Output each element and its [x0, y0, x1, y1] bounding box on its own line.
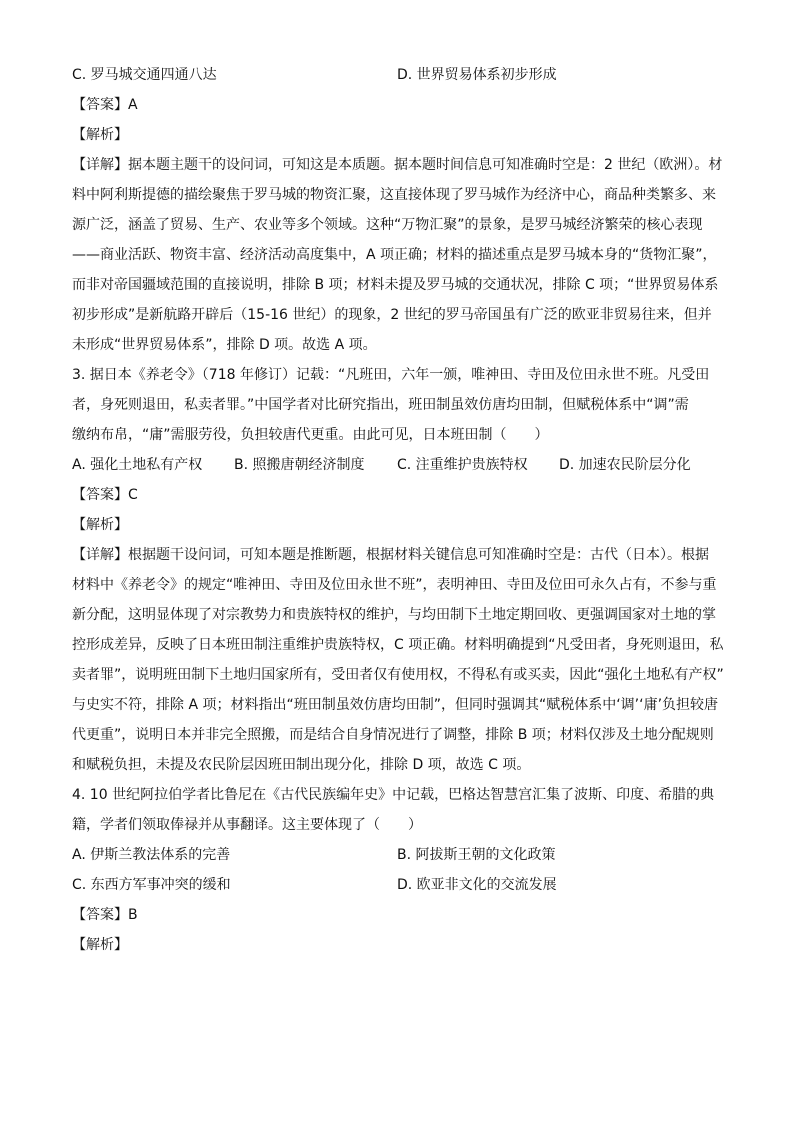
q3-stem-line: 缴纳布帛，“庸”需服劳役，负担较唐代更重。由此可见，日本班田制（ ） — [72, 427, 549, 443]
q3-option-d: D. 加速农民阶层分化 — [559, 457, 691, 473]
q2-option-d: D. 世界贸易体系初步形成 — [397, 67, 557, 83]
q2-option-c: C. 罗马城交通四通八达 — [72, 67, 217, 83]
q3-analysis-heading: 【解析】 — [72, 517, 128, 533]
q4-analysis-heading: 【解析】 — [72, 937, 128, 953]
q3-stem-line: 3. 据日本《养老令》（718 年修订）记载：“凡班田，六年一颁，唯神田、寺田及位田永世不班。凡受田 — [72, 367, 710, 383]
q3-detail-line: 新分配，这明显体现了对宗教势力和贵族特权的维护，与均田制下土地定期回收、更强调国家对土地的掌 — [72, 607, 716, 623]
document-page — [72, 60, 722, 960]
q3-answer: 【答案】C — [72, 487, 138, 503]
q2-answer: 【答案】A — [72, 97, 138, 113]
q3-option-a: A. 强化土地私有产权 — [72, 457, 203, 473]
q2-detail — [72, 150, 722, 360]
q3-options-row — [72, 450, 722, 480]
q2-analysis-heading: 【解析】 — [72, 127, 128, 143]
q4-answer: 【答案】B — [72, 907, 138, 923]
q3-detail-line: 与史实不符，排除 A 项；材料指出“班田制虽效仿唐均田制”，但同时强调其“赋税体系中‘调’‘庸’负担较唐 — [72, 697, 719, 713]
q4-stem — [72, 780, 722, 840]
q3-stem-line: 者，身死则退田，私卖者罪。”中国学者对比研究指出，班田制虽效仿唐均田制，但赋税体系中“调”需 — [72, 397, 689, 413]
q3-detail-line: 控形成差异，反映了日本班田制注重维护贵族特权，C 项正确。材料明确提到“凡受田者，身死则退田，私 — [72, 637, 724, 653]
q4-option-a: A. 伊斯兰教法体系的完善 — [72, 847, 231, 863]
q2-detail-line: 初步形成”是新航路开辟后（15-16 世纪）的现象，2 世纪的罗马帝国虽有广泛的欧亚非贸易往来，但并 — [72, 307, 712, 323]
q2-detail-line: 【详解】据本题主题干的设问词，可知这是本质题。据本题时间信息可知准确时空是：2 世纪（欧洲）。材 — [72, 157, 723, 173]
q2-detail-line: ——商业活跃、物资丰富、经济活动高度集中，A 项正确；材料的描述重点是罗马城本身的“货物汇聚”， — [72, 247, 717, 263]
q4-option-d: D. 欧亚非文化的交流发展 — [397, 877, 557, 893]
q3-stem — [72, 360, 722, 450]
q3-detail-line: 【详解】根据题干设问词，可知本题是推断题，根据材料关键信息可知准确时空是：古代（日本）。根据 — [72, 547, 709, 563]
q2-options-row — [72, 60, 722, 90]
q3-detail-line: 和赋税负担，未提及农民阶层因班田制出现分化，排除 D 项，故选 C 项。 — [72, 757, 531, 773]
q4-options-row-1 — [72, 840, 722, 870]
q4-stem-line: 籍，学者们领取俸禄并从事翻译。这主要体现了（ ） — [72, 817, 422, 833]
q4-stem-line: 4. 10 世纪阿拉伯学者比鲁尼在《古代民族编年史》中记载，巴格达智慧宫汇集了波斯、印度、希腊的典 — [72, 787, 715, 803]
q2-detail-line: 未形成“世界贸易体系”，排除 D 项。故选 A 项。 — [72, 337, 377, 353]
q4-option-c: C. 东西方军事冲突的缓和 — [72, 877, 231, 893]
q2-detail-line: 而非对帝国疆域范围的直接说明，排除 B 项；材料未提及罗马城的交通状况，排除 C 项；“世界贸易体系 — [72, 277, 719, 293]
q3-detail-line: 卖者罪”，说明班田制下土地归国家所有，受田者仅有使用权，不得私有或买卖，因此“强化土地私有产权” — [72, 667, 724, 683]
q4-option-b: B. 阿拔斯王朝的文化政策 — [397, 847, 556, 863]
q3-option-c: C. 注重维护贵族特权 — [397, 457, 528, 473]
q3-option-b: B. 照搬唐朝经济制度 — [234, 457, 365, 473]
q2-detail-line: 料中阿利斯提德的描绘聚焦于罗马城的物资汇聚，这直接体现了罗马城作为经济中心，商品种类繁多、来 — [72, 187, 716, 203]
q3-detail-line: 代更重”，说明日本并非完全照搬，而是结合自身情况进行了调整，排除 B 项；材料仅涉及土地分配规则 — [72, 727, 714, 743]
q2-detail-line: 源广泛，涵盖了贸易、生产、农业等多个领域。这种“万物汇聚”的景象，是罗马城经济繁荣的核心表现 — [72, 217, 703, 233]
q3-detail — [72, 540, 722, 780]
q3-detail-line: 材料中《养老令》的规定“唯神田、寺田及位田永世不班”，表明神田、寺田及位田可永久占有，不参与重 — [72, 577, 717, 593]
q4-options-row-2 — [72, 870, 722, 900]
